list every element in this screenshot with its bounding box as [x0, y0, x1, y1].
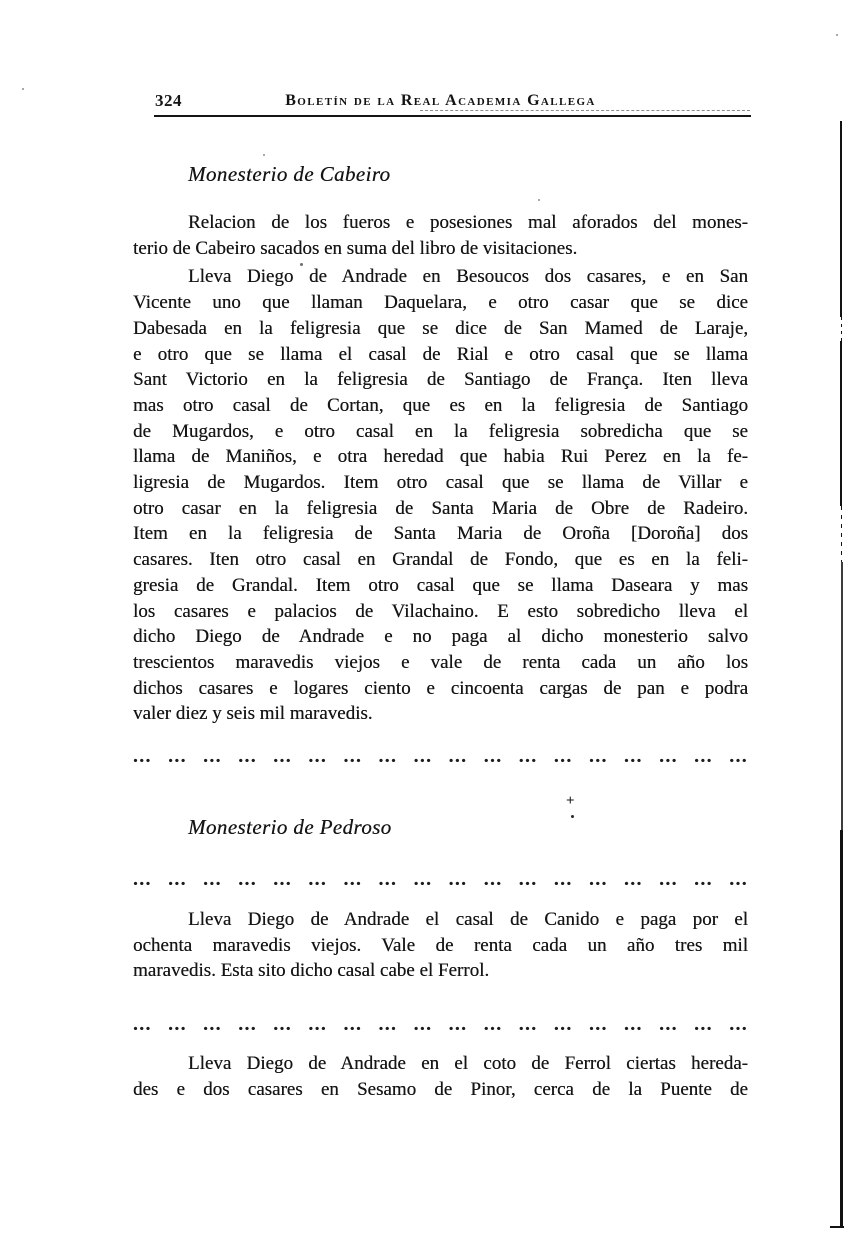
journal-header-title: Boletín de la Real Academia Gallega: [285, 92, 596, 109]
text-line: ochenta maravedis viejos. Vale de renta cada un año tres mil: [133, 934, 748, 956]
text-line: Item en la feligresia de Santa Maria de Oroña [Doroña] dos: [133, 523, 748, 545]
text-line: llama de Maniños, e otra heredad que habia Rui Perez en la fe-: [133, 446, 748, 468]
text-line: de Mugardos, e otro casal en la feligresia sobredicha que se: [133, 420, 748, 442]
paragraph-pedroso-ferrol: [133, 1051, 748, 1102]
text-line: terio de Cabeiro sacados en suma del libro de visitaciones.: [133, 237, 578, 259]
speck: [300, 263, 303, 266]
text-line: trescientos maravedis viejos e vale de renta cada un año los: [133, 651, 748, 673]
speck: [538, 199, 540, 201]
text-line: dichos casares e logares ciento e cincoenta cargas de pan e podra: [133, 677, 748, 699]
speck: [22, 88, 24, 90]
text-line: des e dos casares en Sesamo de Pinor, cerca de la Puente de: [133, 1078, 748, 1100]
text-line: valer diez y seis mil maravedis.: [133, 703, 373, 725]
text-block: [133, 161, 748, 1103]
scan-edge-line: [841, 562, 843, 830]
plus-mark-artifact: +: [566, 793, 575, 809]
paragraph-cabeiro-intro: [133, 210, 748, 261]
text-line: Lleva Diego de Andrade en Besoucos dos casares, e en San: [188, 266, 748, 288]
text-line: Relacion de los fueros e posesiones mal aforados del mones-: [188, 212, 748, 233]
text-line: ligresia de Mugardos. Item otro casal que se llama de Villar e: [133, 472, 748, 494]
scan-edge-line: [840, 121, 842, 317]
ellipsis-row: ... ... ... ... ... ... ... ... ... ... ... ... ... ... ... ... ... ...: [133, 869, 748, 891]
scan-edge-line: [830, 1226, 844, 1228]
text-line: gresia de Grandal. Item otro casal que se llama Daseara y mas: [133, 574, 748, 596]
paragraph-cabeiro-body: [133, 264, 748, 727]
text-line: maravedis. Esta sito dicho casal cabe el Ferrol.: [133, 960, 490, 982]
text-line: Lleva Diego de Andrade en el coto de Ferrol ciertas hereda-: [188, 1053, 748, 1075]
ellipsis-row: ... ... ... ... ... ... ... ... ... ... ... ... ... ... ... ... ... ...: [133, 1014, 748, 1036]
text-line: mas otro casal de Cortan, que es en la feligresia de Santiago: [133, 394, 748, 416]
speck: [571, 815, 574, 818]
speck: [836, 34, 838, 36]
text-line: Dabesada en la feligresia que se dice de San Mamed de Laraje,: [133, 317, 748, 339]
speck: [263, 154, 265, 156]
text-line: Lleva Diego de Andrade el casal de Canido e paga por el: [188, 909, 748, 931]
text-line: casares. Iten otro casal en Grandal de Fondo, que es en la feli-: [133, 549, 748, 571]
section-heading-pedroso: Monesterio de Pedroso: [188, 815, 392, 840]
text-line: dicho Diego de Andrade e no paga al dicho monesterio salvo: [133, 626, 748, 648]
section-heading-cabeiro: Monesterio de Cabeiro: [188, 162, 391, 186]
scan-edge-line: [841, 506, 842, 562]
text-line: Sant Victorio en la feligresia de Santiago de França. Iten lleva: [133, 369, 748, 391]
page-number: 324: [155, 91, 182, 110]
text-line: los casares e palacios de Vilachaino. E esto sobredicho lleva el: [133, 600, 748, 622]
scan-edge-line: [840, 830, 843, 1228]
text-line: otro casar en la feligresia de Santa Maria de Obre de Radeiro.: [133, 497, 748, 519]
header-rule: [154, 115, 751, 117]
header-rule-dots: [420, 110, 750, 111]
scan-edge-line: [841, 317, 842, 341]
text-line: e otro que se llama el casal de Rial e otro casal que se llama: [133, 343, 748, 365]
ellipsis-row: ... ... ... ... ... ... ... ... ... ... ... ... ... ... ... ... ... ...: [133, 746, 748, 768]
scan-edge-line: [840, 341, 842, 506]
text-line: Vicente uno que llaman Daquelara, e otro casar que se dice: [133, 292, 748, 314]
paragraph-pedroso-canido: [133, 907, 748, 984]
